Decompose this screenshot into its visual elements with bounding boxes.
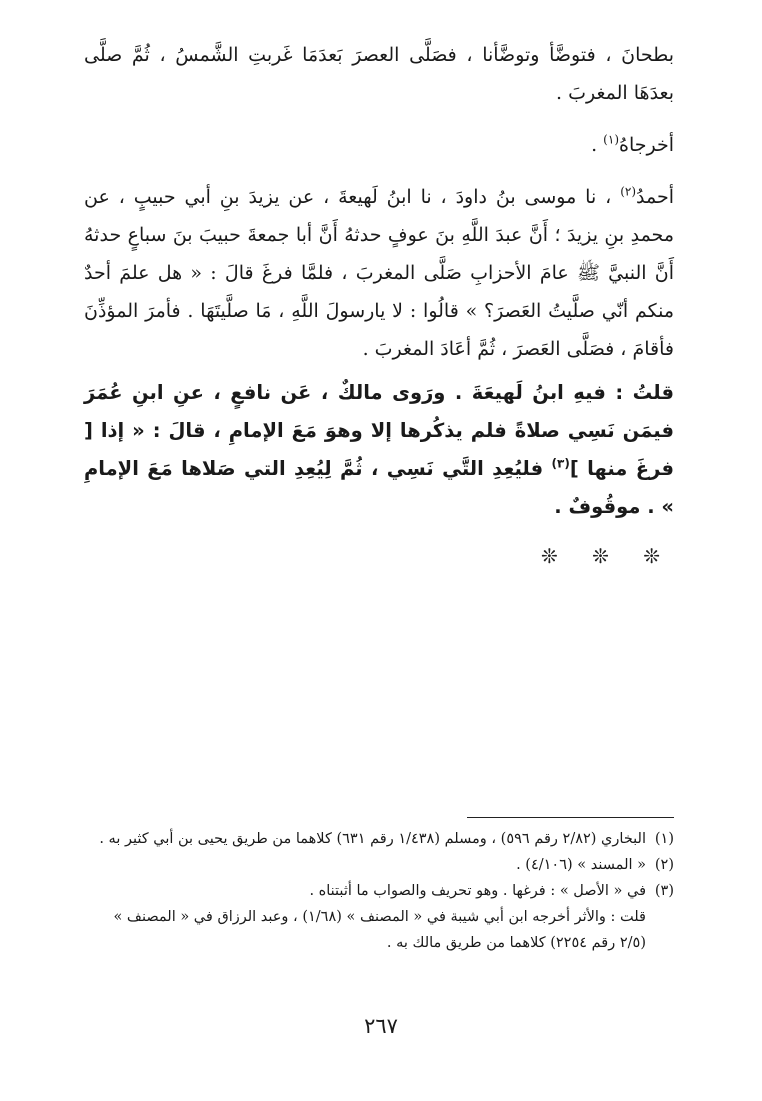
footnote-1-number: (١) bbox=[654, 831, 674, 847]
footnote-rule bbox=[467, 817, 674, 818]
paragraph-3-text: ، نا موسى بنُ داودَ ، نا ابنُ لَهيعةَ ، عن يزيدَ بنِ أبي حبيبٍ ، عن محمدِ بنِ يزيدَ ؛ أَنَّ عبدَ اللَّهِ بنَ عوفٍ حدثهُ أَنَّ أبا جمعةَ حبيبَ بنَ سباعٍ حدثهُ أَنَّ النبيَّ ﷺ عامَ الأحزابِ صَلَّى المغربَ ، فلمَّا فرغَ قالَ : « هل علمَ أحدٌ منكم أنّي صلَّيتُ العَصرَ؟ » قالُوا : لا يارسولَ اللَّهِ ، مَا صلَّيتَهَا . فأمرَ المؤذِّنَ فأقامَ ، فصَلَّى العَصرَ ، ثُمَّ أعَادَ المغربَ . bbox=[84, 186, 674, 360]
page-number: ٢٦٧ bbox=[364, 1014, 398, 1038]
footnote-3-number: (٣) bbox=[654, 883, 674, 899]
section-separator: ❊ ❊ ❊ bbox=[541, 544, 674, 568]
footnotes bbox=[84, 826, 674, 956]
paragraph-3-start: أحمدُ bbox=[636, 186, 674, 208]
footnote-2-number: (٢) bbox=[654, 857, 674, 873]
footnote-2-text: « المسند » (٤/١٠٦) . bbox=[516, 857, 646, 873]
footnote-ref-1[interactable]: (١) bbox=[603, 132, 619, 147]
paragraph-4-part-b: فليُعِدِ التَّي نَسِي ، ثُمَّ لِيُعِدِ التي صَلاها مَعَ الإمامِ » . موقُوفٌ . bbox=[84, 457, 674, 518]
paragraph-2-end: . bbox=[591, 134, 604, 156]
footnote-ref-3[interactable]: (٣) bbox=[551, 456, 570, 471]
paragraph-3 bbox=[84, 178, 674, 368]
paragraph-4-part-a: قلتُ : فيهِ ابنُ لَهيعَةَ . ورَوى مالكٌ ، عَن نافعٍ ، عنِ ابنِ عُمَرَ فيمَن نَسِي صلاةً فلم يذكُرها إلا وهوَ مَعَ الإمامِ ، قالَ : « إذا [ فرغَ منها ] bbox=[84, 381, 674, 480]
main-text bbox=[84, 36, 674, 568]
footnote-1 bbox=[84, 826, 674, 852]
paragraph-2-text: أخرجاهُ bbox=[619, 134, 674, 156]
footnote-3-text: في « الأصل » : فرغها . وهو تحريف والصواب ما أثبتناه . bbox=[309, 883, 646, 899]
footnote-1-text: البخاري (٢/٨٢ رقم ٥٩٦) ، ومسلم (١/٤٣٨ رقم ٦٣١) كلاهما من طريق يحيى بن أبي كثير به . bbox=[99, 831, 646, 847]
paragraph-4-comment bbox=[84, 374, 674, 526]
footnote-2 bbox=[84, 852, 674, 878]
paragraph-2 bbox=[84, 126, 674, 164]
paragraph-1: بطحانَ ، فتوضَّأ وتوضَّأنا ، فصَلَّى العصرَ بَعدَمَا غَربتِ الشَّمسُ ، ثُمَّ صلَّى بعدَهَا المغربَ . bbox=[84, 44, 674, 104]
footnote-3-continuation: قلت : والأثر أخرجه ابن أبي شيبة في « المصنف » (١/٦٨) ، وعبد الرزاق في « المصنف » (٢/٥ رقم ٢٢٥٤) كلاهما من طريق مالك به . bbox=[113, 909, 646, 951]
footnote-ref-2[interactable]: (٢) bbox=[620, 184, 637, 199]
footnote-3 bbox=[84, 878, 674, 904]
